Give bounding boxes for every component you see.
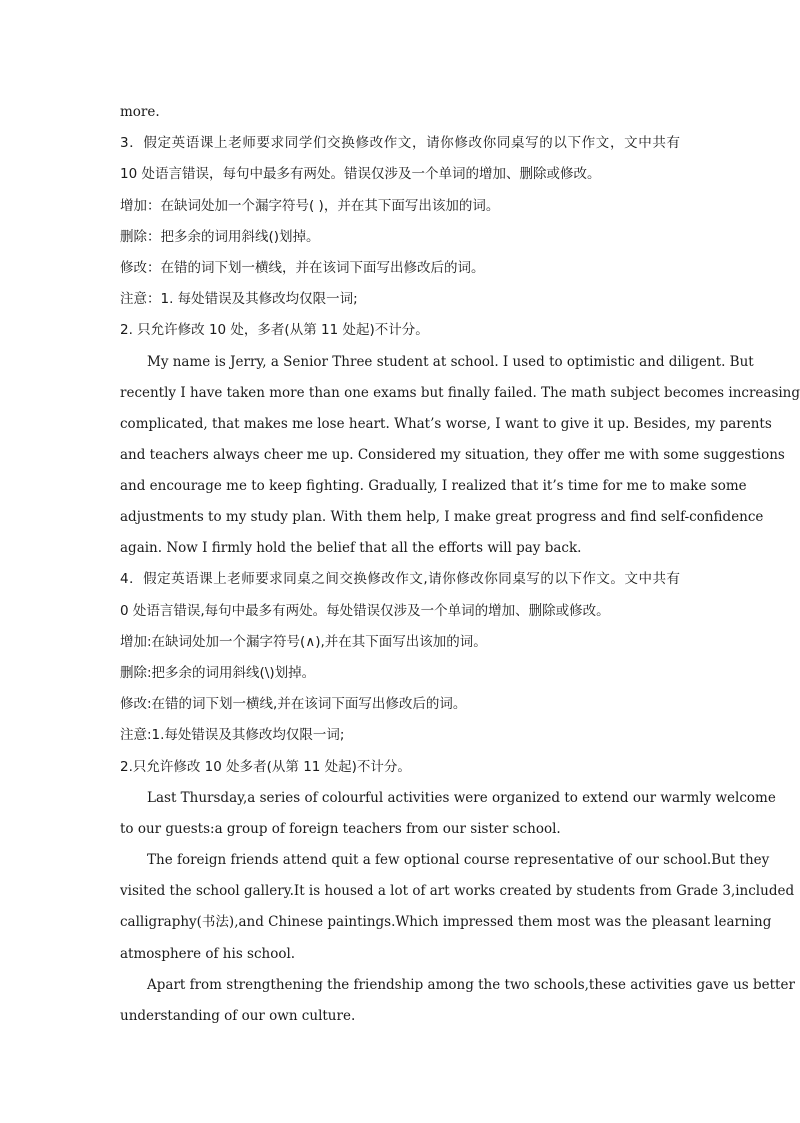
instruction-note-2: 2.只允许修改 10 处多者(从第 11 处起)不计分。	[120, 759, 411, 775]
instruction-delete: 删除：把多余的词用斜线()划掉。	[120, 229, 320, 245]
essay-4-line: understanding of our own culture.	[120, 1008, 356, 1024]
essay-3-line: and encourage me to keep fighting. Gradually, I realized that it’s time for me to make some	[120, 478, 747, 494]
instruction-line: 0 处语言错误,每句中最多有两处。每处错误仅涉及一个单词的增加、删除或修改。	[120, 603, 610, 619]
essay-4-line: atmosphere of his school.	[120, 946, 296, 962]
essay-4-line: to our guests:a group of foreign teachers from our sister school.	[120, 821, 561, 837]
instruction-line: 10 处语言错误，每句中最多有两处。错误仅涉及一个单词的增加、删除或修改。	[120, 166, 601, 182]
essay-4-line: Last Thursday,a series of colourful activities were organized to extend our warmly welcome	[147, 790, 776, 806]
instruction-delete: 删除:把多余的词用斜线(\)划掉。	[120, 665, 316, 681]
instruction-note: 注意：1. 每处错误及其修改均仅限一词;	[120, 291, 358, 307]
instruction-note-2: 2. 只允许修改 10 处，多者(从第 11 处起)不计分。	[120, 322, 429, 338]
essay-4-line: The foreign friends attend quit a few optional course representative of our school.But they	[147, 852, 770, 868]
essay-4-line: calligraphy(书法),and Chinese paintings.Which impressed them most was the pleasant learning	[120, 914, 772, 930]
text-line: more.	[120, 104, 160, 120]
instruction-note: 注意:1.每处错误及其修改均仅限一词;	[120, 727, 345, 743]
essay-3-line: and teachers always cheer me up. Considered my situation, they offer me with some suggestions	[120, 447, 785, 463]
essay-3-line: recently I have taken more than one exams but finally failed. The math subject becomes increasing	[120, 385, 800, 401]
instruction-modify: 修改:在错的词下划一横线,并在该词下面写出修改后的词。	[120, 696, 467, 712]
essay-3-line: adjustments to my study plan. With them help, I make great progress and find self-confidence	[120, 509, 764, 525]
question-3-heading: 3．假定英语课上老师要求同学们交换修改作文，请你修改你同桌写的以下作文，文中共有	[120, 135, 680, 151]
question-4-heading: 4．假定英语课上老师要求同桌之间交换修改作文,请你修改你同桌写的以下作文。文中共有	[120, 571, 680, 587]
essay-3-line: complicated, that makes me lose heart. What’s worse, I want to give it up. Besides, my parents	[120, 416, 772, 432]
essay-3-line: My name is Jerry, a Senior Three student at school. I used to optimistic and diligent. But	[147, 354, 754, 370]
instruction-modify: 修改：在错的词下划一横线，并在该词下面写出修改后的词。	[120, 260, 485, 276]
instruction-add: 增加:在缺词处加一个漏字符号(∧),并在其下面写出该加的词。	[120, 634, 487, 650]
essay-4-line: visited the school gallery.It is housed a lot of art works created by students from Grade 3,included	[120, 883, 795, 899]
instruction-add: 增加：在缺词处加一个漏字符号( )，并在其下面写出该加的词。	[120, 198, 500, 214]
essay-4-line: Apart from strengthening the friendship among the two schools,these activities gave us better	[147, 977, 795, 993]
essay-3-line: again. Now I firmly hold the belief that all the efforts will pay back.	[120, 540, 582, 556]
